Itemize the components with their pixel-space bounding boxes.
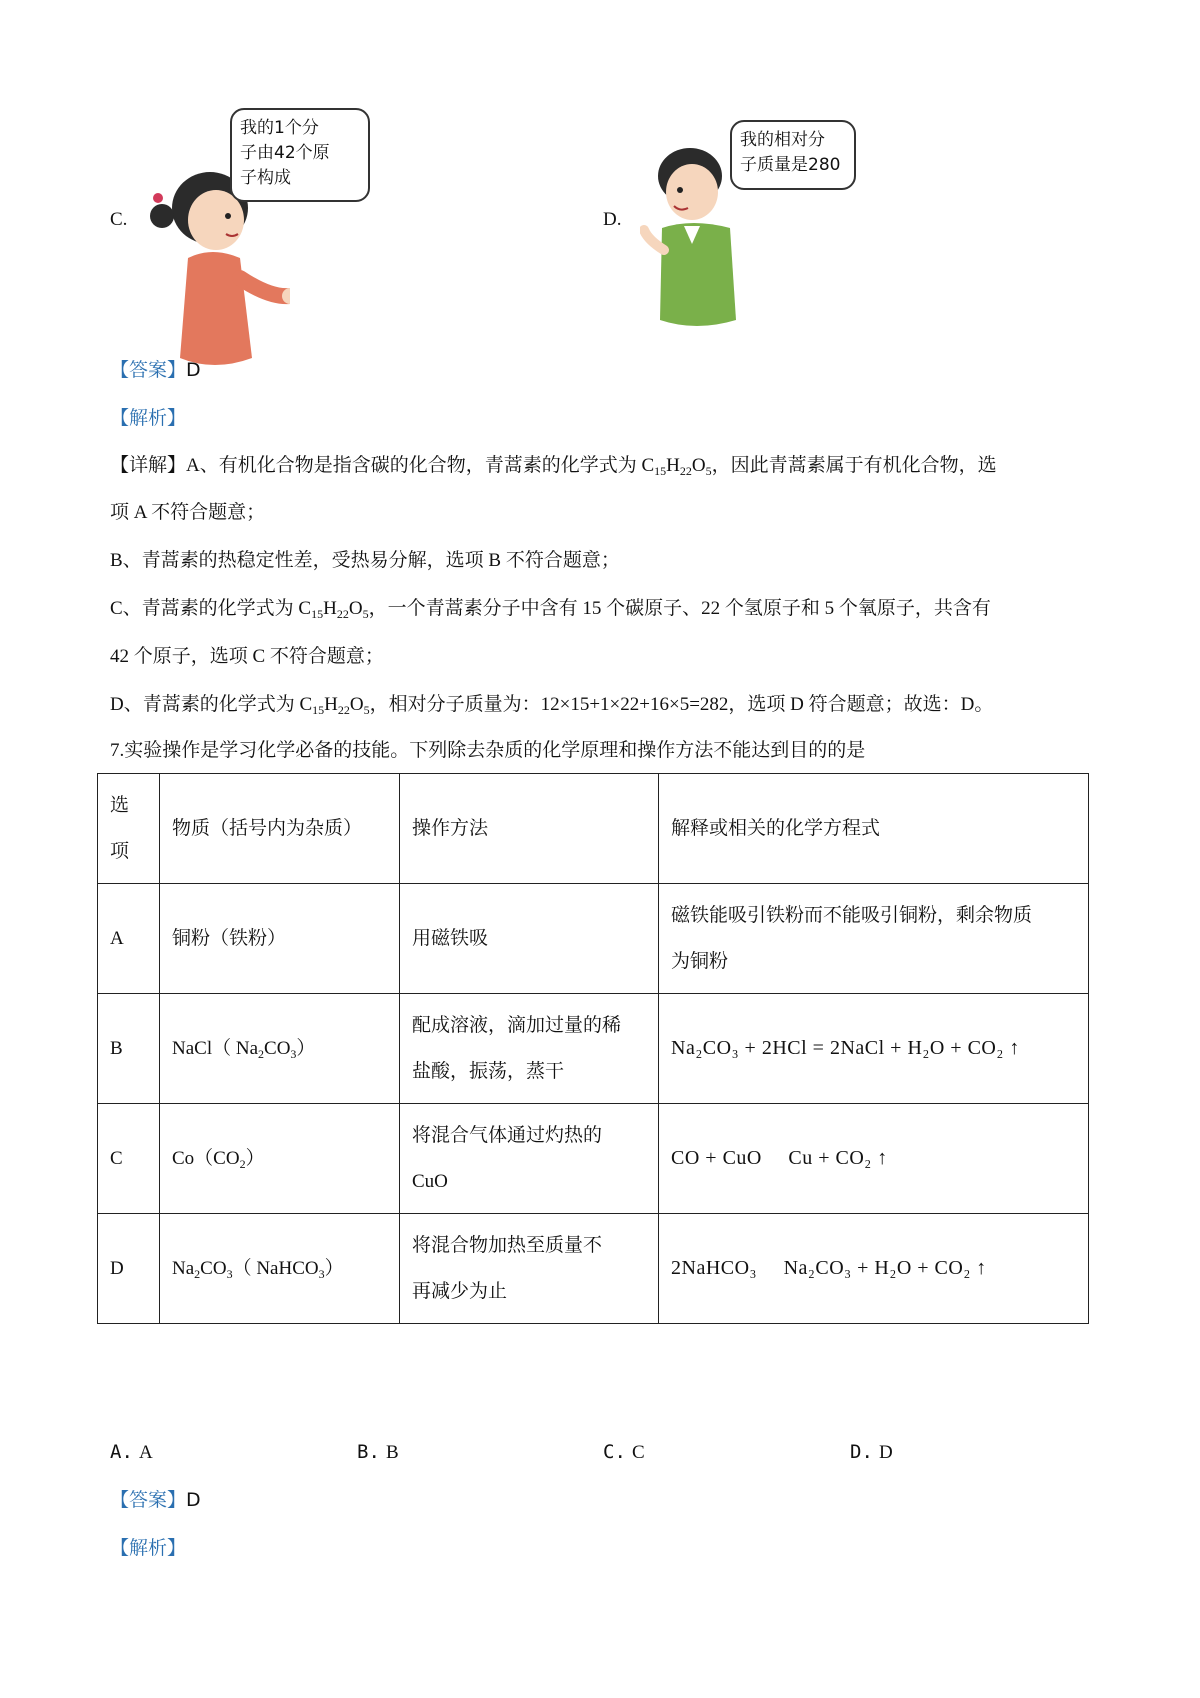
detail-text: O: [348, 598, 363, 619]
row-method: [400, 994, 659, 1104]
substance-text: NaCl（ Na: [172, 1037, 259, 1059]
analysis-2-label: 【解析】: [110, 1537, 187, 1559]
detail-line-6: [110, 692, 993, 718]
subscript: 5: [362, 607, 369, 621]
subscript: 2: [239, 1156, 246, 1171]
header-method: 操作方法: [400, 774, 659, 884]
subscript: 2: [258, 1046, 265, 1061]
choice-value: A: [138, 1442, 153, 1463]
detail-text: H: [324, 694, 338, 715]
subscript: 3: [290, 1046, 297, 1061]
row-explanation: [659, 884, 1089, 994]
subscript: 2: [194, 1266, 201, 1281]
detail-text: ，一个青蒿素分子中含有 15 个碳原子、22 个氢原子和 5 个氧原子，共含有: [368, 598, 991, 619]
answer-2: [110, 1487, 201, 1513]
row-option: A: [98, 884, 160, 994]
subscript: 3: [226, 1266, 233, 1281]
header-explanation: 解释或相关的化学方程式: [659, 774, 1089, 884]
subscript: 15: [312, 703, 325, 717]
row-substance: [160, 1214, 400, 1324]
choice-c: [603, 1439, 645, 1466]
table-row: [98, 1214, 1089, 1324]
substance-text: ）: [296, 1037, 316, 1059]
speech-bubble-c: [230, 108, 370, 202]
explanation-text: 为铜粉: [671, 950, 729, 972]
detail-text: H: [323, 598, 337, 619]
row-option: B: [98, 994, 160, 1104]
row-substance: [160, 994, 400, 1104]
speech-line: 子由42个原: [240, 143, 330, 163]
choice-c-letter: C.: [110, 209, 128, 230]
detail-text: 【详解】A、有机化合物是指含碳的化合物，青蒿素的化学式为 C: [110, 455, 655, 476]
method-text: 将混合物加热至质量不: [412, 1234, 603, 1256]
detail-text: O: [691, 455, 706, 476]
row-method: 用磁铁吸: [400, 884, 659, 994]
table-header-row: [98, 774, 1089, 884]
table-row: [98, 884, 1089, 994]
method-text: 配成溶液，滴加过量的稀: [412, 1014, 622, 1036]
row-method: [400, 1104, 659, 1214]
equation-text: 2NaHCO₃ ⃞ Na₂CO₃ + H₂O + CO₂ ↑: [671, 1257, 987, 1279]
answer-1: [110, 357, 201, 383]
detail-text: ，相对分子质量为：12×15+1×22+16×5=282，选项 D 符合题意；故选：D。: [369, 694, 994, 715]
row-option: C: [98, 1104, 160, 1214]
detail-line-3: B、青蒿素的热稳定性差，受热易分解，选项 B 不符合题意；: [110, 550, 620, 571]
substance-text: Co（CO: [172, 1147, 240, 1169]
method-text: 再减少为止: [412, 1280, 508, 1302]
speech-bubble-d: [730, 120, 856, 190]
choice-d-letter: D.: [603, 209, 622, 230]
detail-text: ，因此青蒿素属于有机化合物，选: [711, 455, 997, 476]
answer-value: D: [186, 1489, 201, 1511]
method-text: 将混合气体通过灼热的: [412, 1124, 603, 1146]
table-row: [98, 1104, 1089, 1214]
figure-d: [640, 120, 870, 330]
row-substance: [160, 1104, 400, 1214]
substance-text: ）: [324, 1257, 344, 1279]
analysis-1-label: 【解析】: [110, 407, 187, 429]
subscript: 5: [363, 703, 370, 717]
subscript: 22: [337, 703, 350, 717]
answer-label: 【答案】: [110, 1489, 187, 1511]
table-row: [98, 994, 1089, 1104]
answer-label: 【答案】: [110, 359, 187, 381]
row-method: [400, 1214, 659, 1324]
subscript: 22: [336, 607, 349, 621]
header-text: 选: [110, 794, 130, 816]
equation-text: Na₂CO₃ + 2HCl = 2NaCl + H₂O + CO₂ ↑: [671, 1037, 1020, 1059]
explanation-text: 磁铁能吸引铁粉而不能吸引铜粉，剩余物质: [671, 904, 1033, 926]
detail-line-5: 42 个原子，选项 C 不符合题意；: [110, 646, 384, 667]
choice-value: D: [878, 1442, 893, 1463]
choice-letter: B.: [357, 1441, 380, 1463]
substance-text: CO: [264, 1037, 291, 1059]
detail-text: D、青蒿素的化学式为 C: [110, 694, 313, 715]
figure-c: [140, 108, 370, 338]
speech-line: 子质量是280: [740, 155, 841, 175]
substance-text: （ NaHCO: [232, 1257, 319, 1279]
row-option: D: [98, 1214, 160, 1324]
speech-line: 子构成: [240, 168, 291, 188]
answer-value: D: [186, 359, 201, 381]
method-text: CuO: [412, 1170, 448, 1192]
speech-line: 我的相对分: [740, 130, 825, 150]
row-equation: [659, 1104, 1089, 1214]
subscript: 22: [679, 464, 692, 478]
choice-value: B: [385, 1442, 399, 1463]
detail-text: O: [349, 694, 364, 715]
row-equation: [659, 994, 1089, 1104]
subscript: 5: [705, 464, 712, 478]
speech-line: 我的1个分: [240, 118, 319, 138]
substance-text: Na: [172, 1257, 195, 1279]
equation-text: CO + CuO ⃞ Cu + CO₂ ↑: [671, 1147, 888, 1169]
detail-line-2: 项 A 不符合题意；: [110, 502, 266, 523]
detail-line-1: [110, 453, 997, 479]
choice-b: [357, 1439, 399, 1466]
choice-letter: C.: [603, 1441, 626, 1463]
subscript: 15: [654, 464, 667, 478]
question-7: 7.实验操作是学习化学必备的技能。下列除去杂质的化学原理和操作方法不能达到目的的是: [110, 740, 866, 761]
subscript: 15: [311, 607, 324, 621]
subscript: 3: [318, 1266, 325, 1281]
substance-text: CO: [200, 1257, 227, 1279]
header-option: [98, 774, 160, 884]
choice-value: C: [631, 1442, 645, 1463]
choice-a: [110, 1439, 153, 1466]
choice-d: [850, 1439, 893, 1466]
options-table: [97, 773, 1089, 1324]
row-equation: [659, 1214, 1089, 1324]
method-text: 盐酸，振荡，蒸干: [412, 1060, 565, 1082]
substance-text: ）: [245, 1147, 265, 1169]
choice-letter: D.: [850, 1441, 873, 1463]
row-substance: 铜粉（铁粉）: [160, 884, 400, 994]
choice-letter: A.: [110, 1441, 133, 1463]
detail-text: H: [666, 455, 680, 476]
detail-line-4: [110, 596, 991, 622]
header-substance: 物质（括号内为杂质）: [160, 774, 400, 884]
header-text: 项: [110, 840, 130, 862]
detail-text: C、青蒿素的化学式为 C: [110, 598, 312, 619]
